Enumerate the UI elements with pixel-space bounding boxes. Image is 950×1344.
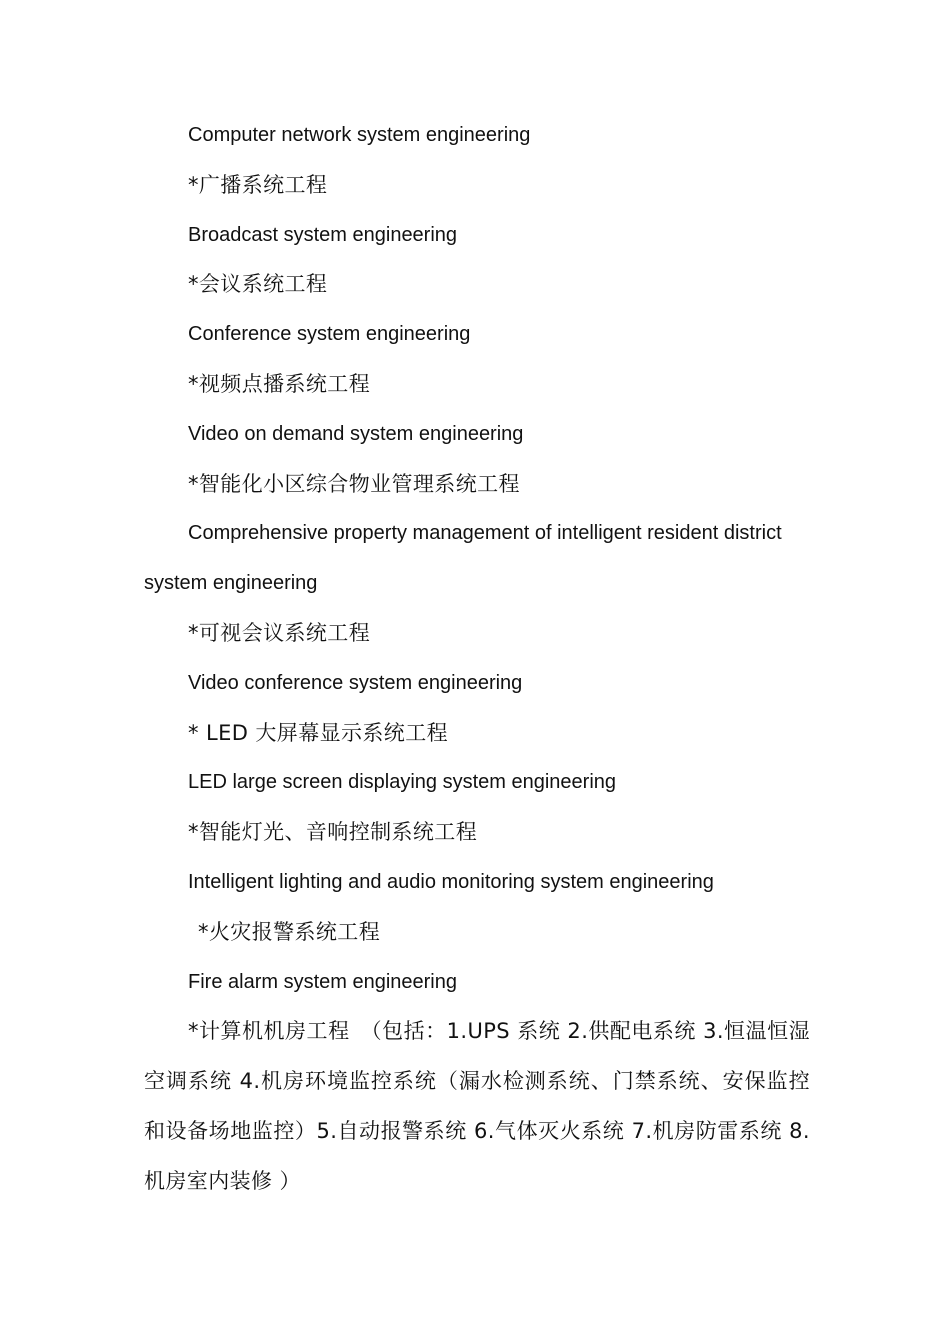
paragraph-video-on-demand-cn: *视频点播系统工程 bbox=[188, 371, 371, 396]
paragraph-computer-room-cn: *计算机机房工程 （包括：1.UPS 系统 2.供配电系统 3.恒温恒湿空调系统 4.机房环境监控系统（漏水检测系统、门禁系统、安保监控和设备场地监控）5.自动报警系统 6.气体灭火系统 7.机房防雷系统 8.机房室内装修 ） bbox=[144, 1019, 810, 1193]
paragraph-video-conference-en: Video conference system engineering bbox=[188, 671, 523, 694]
paragraph-broadcast-en: Broadcast system engineering bbox=[188, 223, 458, 246]
paragraph-led-screen-en: LED large screen displaying system engineering bbox=[188, 771, 617, 794]
paragraph-lighting-audio-cn: *智能灯光、音响控制系统工程 bbox=[188, 820, 478, 845]
paragraph-computer-network-en: Computer network system engineering bbox=[188, 124, 531, 146]
paragraph-conference-en: Conference system engineering bbox=[188, 323, 471, 346]
paragraph-lighting-audio-en: Intelligent lighting and audio monitoring system engineering bbox=[188, 870, 714, 893]
paragraph-property-management-en: Comprehensive property management of intelligent resident district system engineering bbox=[144, 522, 782, 595]
paragraph-broadcast-cn: *广播系统工程 bbox=[188, 172, 328, 197]
paragraph-video-conference-cn: *可视会议系统工程 bbox=[188, 620, 371, 645]
paragraph-led-screen-cn: * LED 大屏幕显示系统工程 bbox=[188, 720, 448, 745]
paragraph-property-management-cn: *智能化小区综合物业管理系统工程 bbox=[188, 471, 520, 496]
paragraph-conference-cn: *会议系统工程 bbox=[188, 272, 328, 297]
paragraph-fire-alarm-cn: *火灾报警系统工程 bbox=[198, 919, 381, 944]
paragraph-video-on-demand-en: Video on demand system engineering bbox=[188, 422, 524, 445]
paragraph-fire-alarm-en: Fire alarm system engineering bbox=[188, 970, 457, 993]
document-body bbox=[144, 111, 810, 1207]
